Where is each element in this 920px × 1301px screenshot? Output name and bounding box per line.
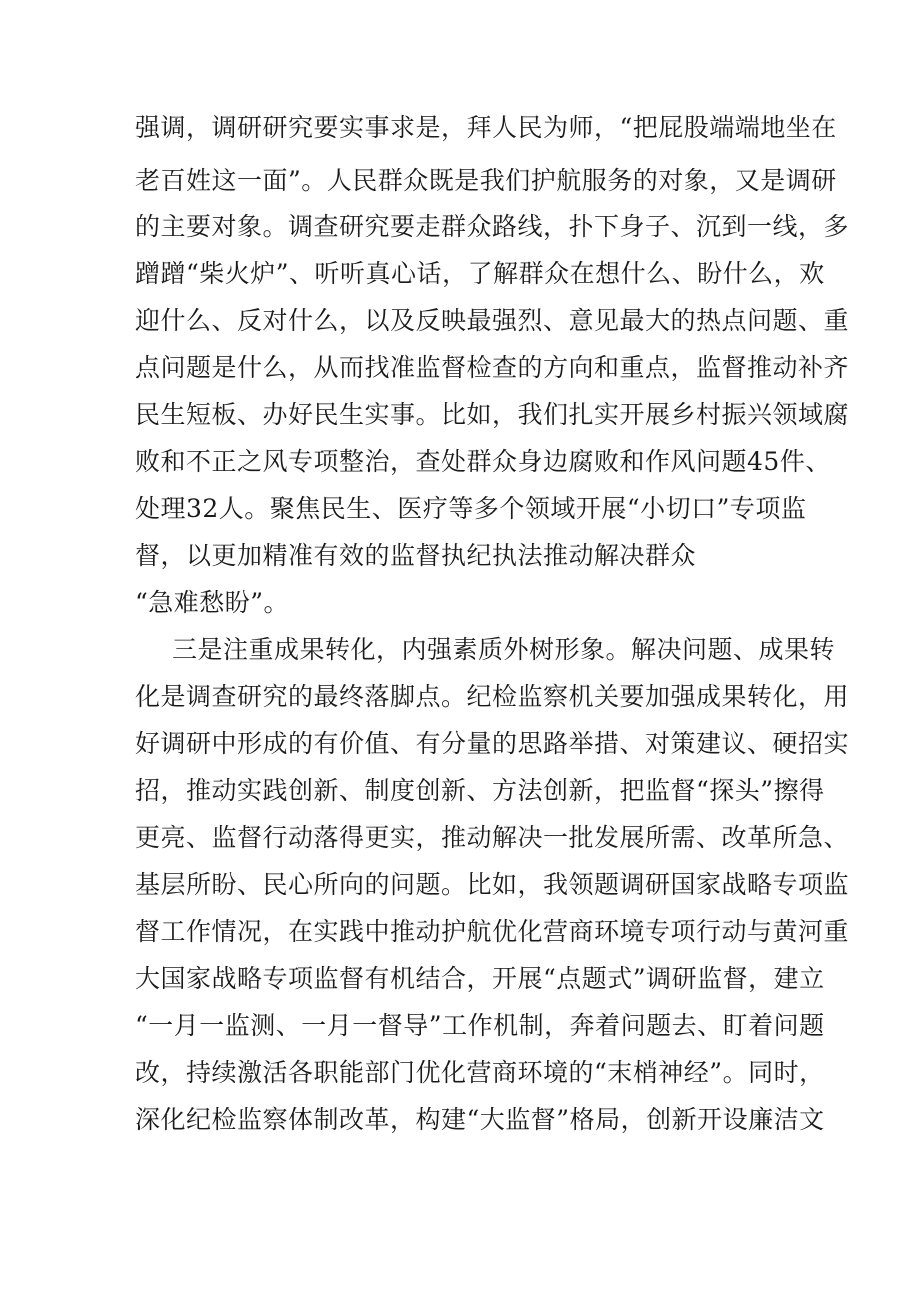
text-line: 迎什么、反对什么，以及反映最强烈、意见最大的热点问题、重 xyxy=(135,306,850,335)
text-line: 好调研中形成的有价值、有分量的思路举措、对策建议、硬招实 xyxy=(135,729,850,758)
text-line: 大国家战略专项监督有机结合，开展“点题式”调研监督，建立 xyxy=(135,964,825,993)
text-line: 败和不正之风专项整治，查处群众身边腐败和作风问题45件、 xyxy=(135,447,831,476)
text-line: 招，推动实践创新、制度创新、方法创新，把监督“探头”擦得 xyxy=(135,776,825,805)
text-line: 的主要对象。调查研究要走群众路线，扑下身子、沉到一线，多 xyxy=(135,212,850,241)
text-line: 督工作情况，在实践中推动护航优化营商环境专项行动与黄河重 xyxy=(135,917,850,946)
text-line: 点问题是什么，从而找准监督检查的方向和重点，监督推动补齐 xyxy=(135,353,850,382)
text-line: 老百姓这一面”。人民群众既是我们护航服务的对象，又是调研 xyxy=(135,166,837,195)
text-line: 民生短板、办好民生实事。比如，我们扎实开展乡村振兴领域腐 xyxy=(135,400,850,429)
text-line: 改，持续激活各职能部门优化营商环境的“末梢神经”。同时， xyxy=(135,1058,825,1087)
text-line: 督，以更加精准有效的监督执纪执法推动解决群众 xyxy=(135,541,697,570)
text-line: 更亮、监督行动落得更实，推动解决一批发展所需、改革所急、 xyxy=(135,823,850,852)
text-line: 基层所盼、民心所向的问题。比如，我领题调研国家战略专项监 xyxy=(135,870,850,899)
text-line: 化是调查研究的最终落脚点。纪检监察机关要加强成果转化，用 xyxy=(135,682,850,711)
text-line: 强调，调研研究要实事求是，拜人民为师，“把屁股端端地坐在 xyxy=(135,113,837,142)
text-line: 蹭蹭“柴火炉”、听听真心话，了解群众在想什么、盼什么，欢 xyxy=(135,259,825,288)
text-line: “一月一监测、一月一督导”工作机制，奔着问题去、盯着问题 xyxy=(135,1011,825,1040)
paragraph-start-line: 三是注重成果转化，内强素质外树形象。解决问题、成果转 xyxy=(172,635,836,664)
text-line: 处理32人。聚焦民生、医疗等多个领域开展“小切口”专项监 xyxy=(135,494,807,523)
text-line: 深化纪检监察体制改革，构建“大监督”格局，创新开设廉洁文 xyxy=(135,1105,825,1134)
text-line: “急难愁盼”。 xyxy=(135,588,290,617)
